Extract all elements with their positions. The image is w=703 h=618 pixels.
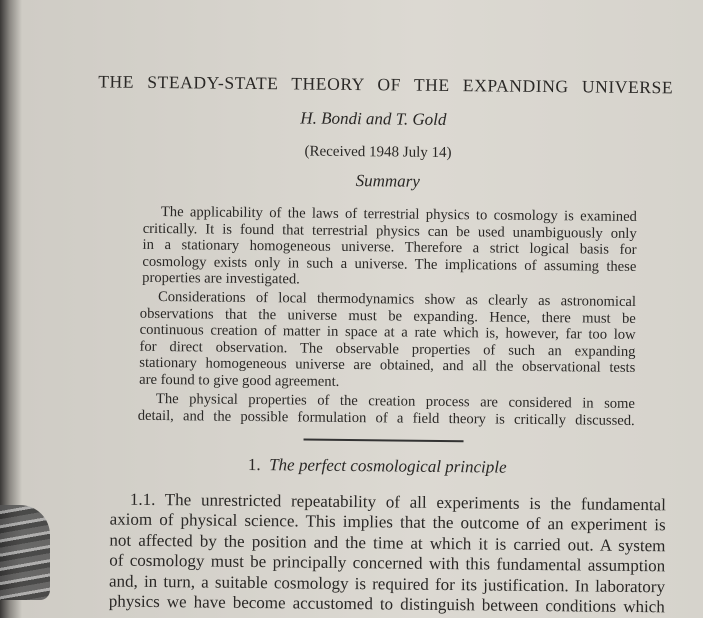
text-line: not affected by the position and the time at which it is carried out. A system <box>109 530 666 556</box>
text-line: and, in turn, a suitable cosmology is required for its justification. In laboratory <box>108 571 666 596</box>
authors: H. Bondi and T. Gold <box>300 108 447 129</box>
summary-heading: Summary <box>355 171 420 191</box>
section-heading <box>0 452 701 479</box>
text-line: 1.1. The unrestricted repeatability of all experiments is the fundamental <box>129 489 666 515</box>
section-number: 1. <box>247 454 261 475</box>
text-line: stationary homogeneous universe are obtained, and all the observational tests <box>139 355 636 377</box>
binder-clip <box>0 505 50 600</box>
text-line: cosmology exists only in such a universe. The implications of assuming these <box>142 253 637 275</box>
text-line: The physical properties of the creation process are considered in some <box>155 390 636 412</box>
text-line: Considerations of local thermodynamics show as clearly as astronomical <box>157 288 637 310</box>
text-line: of cosmology must be principally concerned with this fundamental assumption <box>109 550 666 576</box>
summary-paragraph-2 <box>139 289 636 394</box>
paper-title: THE STEADY-STATE THEORY OF THE EXPANDING UNIVERSE <box>98 71 674 98</box>
text-line: detail, and the possible formulation of a field theory is critically discussed. <box>137 407 635 429</box>
section-divider <box>304 439 464 442</box>
section-title: The perfect cosmological principle <box>269 455 507 477</box>
text-line: properties are investigated. <box>142 270 300 288</box>
text-line: physics we have become accustomed to distinguish between conditions which <box>108 591 665 617</box>
text-line: continuous creation of matter in space at a rate which is, however, far too low <box>139 321 636 344</box>
received-date: (Received 1948 July 14) <box>304 143 452 162</box>
text-line: in a stationary homogeneous universe. Therefore a strict logical basis for <box>142 237 637 259</box>
summary-paragraph-1 <box>142 204 637 292</box>
text-line: for direct observation. The observable properties of such an expanding <box>139 338 636 360</box>
text-line: critically. It is found that terrestrial physics can be used unambiguously only <box>142 220 637 242</box>
text-line: axiom of physical science. This implies that the outcome of an experiment is <box>109 509 666 535</box>
summary-paragraph-3 <box>138 391 635 429</box>
body-paragraph <box>109 489 666 617</box>
text-line: are found to give good agreement. <box>139 371 340 390</box>
text-line: The applicability of the laws of terrestrial physics to cosmology is examined <box>160 204 637 225</box>
text-line: observations that the universe must be expanding. Hence, there must be <box>139 305 636 327</box>
